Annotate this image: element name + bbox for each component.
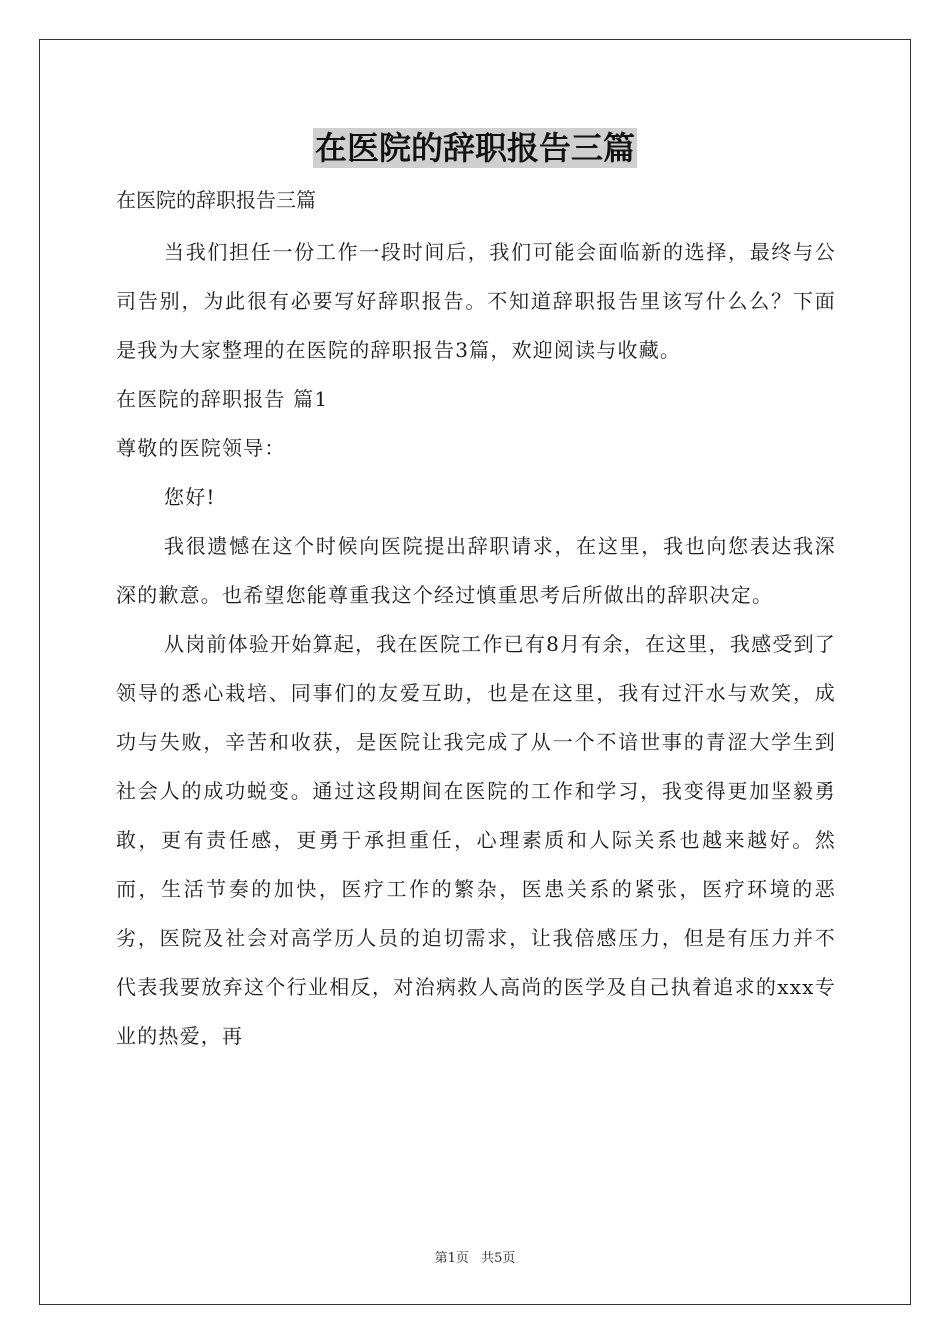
- document-body: [116, 180, 836, 1061]
- document-subtitle: 在医院的辞职报告三篇: [116, 188, 316, 212]
- page-number-current: 第1页: [434, 1251, 469, 1266]
- title-container: [0, 128, 950, 168]
- greeting: 您好!: [164, 485, 216, 509]
- document-title: 在医院的辞职报告三篇: [314, 129, 635, 167]
- section-heading: 在医院的辞职报告 篇1: [116, 387, 329, 411]
- body-paragraph-2: 从岗前体验开始算起，我在医院工作已有8月有余，在这里，我感受到了领导的悉心栽培、同事们的友爱互助，也是在这里，我有过汗水与欢笑，成功与失败，辛苦和收获，是医院让我完成了从一个不谙世事的青涩大学生到社会人的成功蜕变。通过这段期间在医院的工作和学习，我变得更加坚毅勇敢，更有责任感，更勇于承担重任，心理素质和人际关系也越来越好。然而，生活节奏的加快，医疗工作的繁杂，医患关系的紧张，医疗环境的恶劣，医院及社会对高学历人员的迫切需求，让我倍感压力，但是有压力并不代表我要放弃这个行业相反，对治病救人高尚的医学及自己执着追求的xxx专业的热爱，再: [116, 632, 836, 1048]
- salutation: 尊敬的医院领导：: [116, 436, 286, 460]
- page-number-total: 共5页: [481, 1251, 516, 1266]
- page-footer: [0, 1247, 950, 1266]
- body-paragraph-1: 我很遗憾在这个时候向医院提出辞职请求，在这里，我也向您表达我深深的歉意。也希望您能尊重我这个经过慎重思考后所做出的辞职决定。: [116, 534, 836, 607]
- intro-paragraph: 当我们担任一份工作一段时间后，我们可能会面临新的选择，最终与公司告别，为此很有必要写好辞职报告。不知道辞职报告里该写什么么？下面是我为大家整理的在医院的辞职报告3篇，欢迎阅读与收藏。: [116, 240, 836, 362]
